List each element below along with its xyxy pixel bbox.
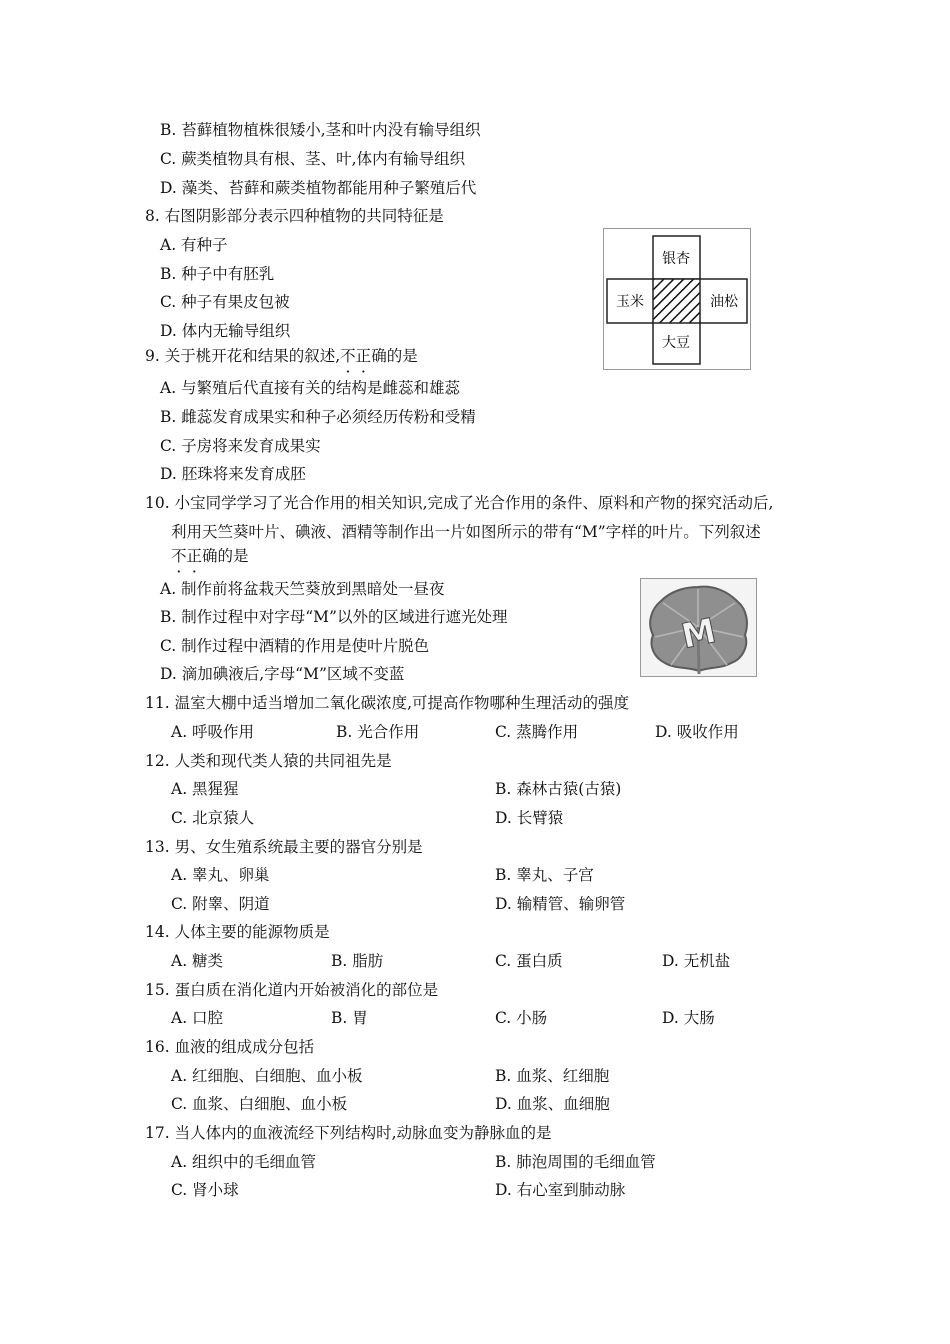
q9-option-d: D. 胚珠将来发育成胚 xyxy=(160,465,306,483)
q10-stem-line3 xyxy=(171,546,249,566)
q9-emphasis-2: 正 xyxy=(355,347,372,365)
q17-stem: 17. 当人体内的血液流经下列结构时,动脉血变为静脉血的是 xyxy=(145,1124,552,1142)
q10-emphasis-2: 正 xyxy=(186,547,203,565)
q16-option-c: C. 血浆、白细胞、血小板 xyxy=(171,1095,348,1113)
q16-option-a: A. 红细胞、白细胞、血小板 xyxy=(171,1067,363,1085)
q17-option-c: C. 肾小球 xyxy=(171,1181,239,1199)
shaded-center-cell xyxy=(653,279,700,323)
q13-option-d: D. 输精管、输卵管 xyxy=(495,895,626,913)
q9-option-c: C. 子房将来发育成果实 xyxy=(160,437,321,455)
plant-cross-diagram xyxy=(604,229,750,369)
q10-stem-line3-rest: 确的是 xyxy=(202,547,249,565)
q12-option-a: A. 黑猩猩 xyxy=(171,780,239,798)
q16-stem: 16. 血液的组成成分包括 xyxy=(145,1038,315,1056)
q7-option-b: B. 苔藓植物植株很矮小,茎和叶内没有输导组织 xyxy=(160,121,481,139)
q14-option-b: B. 脂肪 xyxy=(331,952,384,970)
q17-option-a: A. 组织中的毛细血管 xyxy=(171,1153,317,1171)
q11-stem: 11. 温室大棚中适当增加二氧化碳浓度,可提高作物哪种生理活动的强度 xyxy=(145,694,630,712)
q9-stem-part1: 9. 关于桃开花和结果的叙述, xyxy=(145,347,341,365)
q8-option-b: B. 种子中有胚乳 xyxy=(160,265,275,283)
q17-option-b: B. 肺泡周围的毛细血管 xyxy=(495,1153,656,1171)
q8-option-a: A. 有种子 xyxy=(160,236,228,254)
q8-option-d: D. 体内无输导组织 xyxy=(160,322,291,340)
q14-stem: 14. 人体主要的能源物质是 xyxy=(145,923,330,941)
q12-option-c: C. 北京猿人 xyxy=(171,809,255,827)
q14-option-c: C. 蛋白质 xyxy=(495,952,563,970)
q14-option-a: A. 糖类 xyxy=(171,952,224,970)
q16-option-d: D. 血浆、血细胞 xyxy=(495,1095,610,1113)
q7-option-c: C. 蕨类植物具有根、茎、叶,体内有输导组织 xyxy=(160,150,466,168)
q9-stem xyxy=(145,346,418,366)
q9-emphasis-1: 不 xyxy=(340,347,356,365)
q10-option-b: B. 制作过程中对字母“M”以外的区域进行遮光处理 xyxy=(160,608,508,626)
q10-option-c: C. 制作过程中酒精的作用是使叶片脱色 xyxy=(160,637,430,655)
q10-option-d: D. 滴加碘液后,字母“M”区域不变蓝 xyxy=(160,665,405,683)
label-bottom: 大豆 xyxy=(662,335,690,351)
plant-cross-figure xyxy=(603,228,751,370)
q11-option-d: D. 吸收作用 xyxy=(655,723,739,741)
leaf-image xyxy=(641,579,756,676)
q15-option-b: B. 胃 xyxy=(331,1009,368,1027)
q11-option-c: C. 蒸腾作用 xyxy=(495,723,579,741)
q13-option-c: C. 附睾、阴道 xyxy=(171,895,270,913)
q12-stem: 12. 人类和现代类人猿的共同祖先是 xyxy=(145,752,392,770)
q17-option-d: D. 右心室到肺动脉 xyxy=(495,1181,626,1199)
label-right: 油松 xyxy=(710,294,738,310)
q10-option-a: A. 制作前将盆栽天竺葵放到黑暗处一昼夜 xyxy=(160,580,445,598)
q15-option-a: A. 口腔 xyxy=(171,1009,224,1027)
q16-option-b: B. 血浆、红细胞 xyxy=(495,1067,610,1085)
q14-option-d: D. 无机盐 xyxy=(662,952,731,970)
q8-option-c: C. 种子有果皮包被 xyxy=(160,293,290,311)
q12-option-d: D. 长臂猿 xyxy=(495,809,564,827)
leaf-letter-m: M xyxy=(678,610,720,658)
label-left: 玉米 xyxy=(616,294,644,310)
label-top: 银杏 xyxy=(662,251,690,267)
q10-stem-line1: 10. 小宝同学学习了光合作用的相关知识,完成了光合作用的条件、原料和产物的探究活动后, xyxy=(145,494,774,512)
q13-option-a: A. 睾丸、卵巢 xyxy=(171,866,270,884)
q11-option-a: A. 呼吸作用 xyxy=(171,723,255,741)
q15-option-d: D. 大肠 xyxy=(662,1009,715,1027)
q7-option-d: D. 藻类、苔藓和蕨类植物都能用种子繁殖后代 xyxy=(160,179,477,197)
q15-option-c: C. 小肠 xyxy=(495,1009,548,1027)
q10-stem-line2: 利用天竺葵叶片、碘液、酒精等制作出一片如图所示的带有“M”字样的叶片。下列叙述 xyxy=(171,523,761,541)
q10-emphasis-1: 不 xyxy=(171,547,187,565)
q13-stem: 13. 男、女生殖系统最主要的器官分别是 xyxy=(145,838,423,856)
q8-stem: 8. 右图阴影部分表示四种植物的共同特征是 xyxy=(145,207,444,225)
q15-stem: 15. 蛋白质在消化道内开始被消化的部位是 xyxy=(145,981,439,999)
q13-option-b: B. 睾丸、子宫 xyxy=(495,866,594,884)
leaf-figure xyxy=(640,578,757,677)
q9-stem-part2: 确的是 xyxy=(371,347,418,365)
q9-option-b: B. 雌蕊发育成果实和种子必须经历传粉和受精 xyxy=(160,408,476,426)
q9-option-a: A. 与繁殖后代直接有关的结构是雌蕊和雄蕊 xyxy=(160,379,461,397)
q12-option-b: B. 森林古猿(古猿) xyxy=(495,780,622,798)
q11-option-b: B. 光合作用 xyxy=(336,723,420,741)
